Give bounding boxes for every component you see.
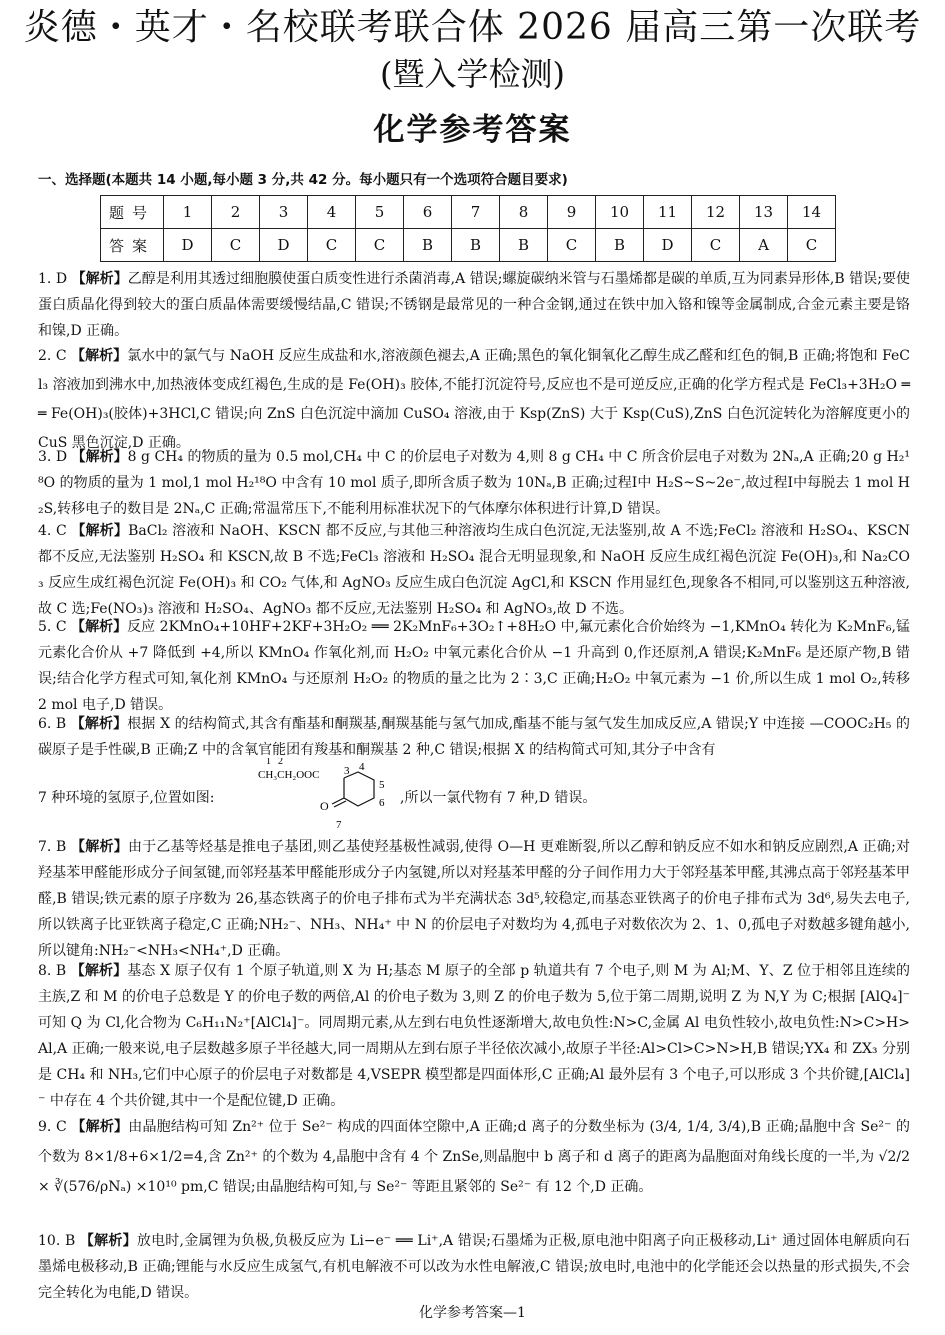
section-heading: 一、选择题(本题共 14 小题,每小题 3 分,共 42 分。每小题只有一个选项符合题目要求) xyxy=(38,172,568,188)
question-label: 2. C xyxy=(38,348,67,364)
row-label-question: 题号 xyxy=(101,196,164,229)
analysis-tag: 【 解析 】 xyxy=(80,1233,137,1249)
answer-table xyxy=(100,195,836,262)
answer-cell: D xyxy=(260,229,308,262)
answer-cell: B xyxy=(500,229,548,262)
question-number: 11 xyxy=(644,196,692,229)
question-label: 1. D xyxy=(38,271,68,287)
explanation-text: 基态 X 原子仅有 1 个原子轨道,则 X 为 H;基态 M 原子的全部 p 轨道共有 7 个电子,则 M 为 Al;M、Y、Z 位于相邻且连续的主族,Z 和 M 的价电子总数是 Y 的价电子数的两倍,Al 的价电子数为 3,则 Z 的价电子数为 5,位于第二周期,说明 Z 为 N,Y 为 C;根据 [AlQ₄]⁻ 可知 Q 为 Cl,化合物为 C₆H₁₁N₂⁺[AlCl₄]⁻。同周期元素,从左到右电负性逐渐增大,故电负性:N>C,金属 Al 电负性较小,故电负性:N>C>H>Al,A 正确;一般来说,电子层数越多原子半径越大,同一周期从左到右原子半径依次减小,故原子半径:Al>Cl>C>N>H,B 错误;YX₄ 和 ZX₃ 分别是 CH₄ 和 NH₃,它们中心原子的价层电子对数都是 4,VSEPR 模型都是四面体形,C 正确;Al 最外层有 3 个电子,可以形成 3 个共价键,[AlCl₄]⁻ 中存在 4 个共价键,其中一个是配位键,D 正确。 xyxy=(38,963,911,1109)
explanation-8 xyxy=(38,958,910,1114)
document-title: 化学参考答案 xyxy=(373,112,572,148)
explanation-9 xyxy=(38,1112,910,1202)
question-label: 10. B xyxy=(38,1233,76,1249)
explanation-text: 8 g CH₄ 的物质的量为 0.5 mol,CH₄ 中 C 的价层电子对数为 4,则 8 g CH₄ 中 C 所含价层电子对数为 2Nₐ,A 正确;20 g H₂¹⁸O 的物质的量为 1 mol,1 mol H₂¹⁸O 中含有 10 mol 质子,即所含质子数为 10Nₐ,B 正确;过程Ⅰ中 H₂S~S~2e⁻,故过程Ⅰ中每脱去 1 mol H₂S,转移电子的数目是 2Nₐ,C 正确;常温常压下,不能利用标准状况下的气体摩尔体积进行计算,D 错误。 xyxy=(38,449,911,517)
answer-table-row-answers xyxy=(101,229,836,262)
explanation-text: 反应 2KMnO₄+10HF+2KF+3H₂O₂ ══ 2K₂MnF₆+3O₂↑+8H₂O 中,氟元素化合价始终为 −1,KMnO₄ 转化为 K₂MnF₆,锰元素化合价从 +7 降低到 +4,所以 KMnO₄ 作氧化剂,而 H₂O₂ 中氧元素化合价从 −1 升高到 0,作还原剂,A 错误;K₂MnF₆ 是还原产物,B 错误;结合化学方程式可知,氧化剂 KMnO₄ 与还原剂 H₂O₂ 的物质的量之比为 2∶3,C 正确;H₂O₂ 中氧元素为 −1 价,所以生成 1 mol O₂,转移 2 mol 电子,D 错误。 xyxy=(38,619,911,713)
answer-cell: B xyxy=(596,229,644,262)
explanation-text: BaCl₂ 溶液和 NaOH、KSCN 都不反应,与其他三种溶液均生成白色沉淀,无法鉴别,故 A 不选;FeCl₂ 溶液和 H₂SO₄、KSCN 都不反应,无法鉴别 H₂SO₄ 和 KSCN,故 B 不选;FeCl₃ 溶液和 H₂SO₄ 混合无明显现象,和 NaOH 反应生成红褐色沉淀 Fe(OH)₃,和 Na₂CO₃ 反应生成红褐色沉淀 Fe(OH)₃ 和 CO₂ 气体,和 AgNO₃ 反应生成白色沉淀 AgCl,和 KSCN 作用显红色,现象各不相同,可以鉴别这五种溶液,故 C 选;Fe(NO₃)₃ 溶液和 H₂SO₄、AgNO₃ 都不反应,无法鉴别 H₂SO₄ 和 AgNO₃,故 D 不选。 xyxy=(38,523,911,617)
structure-number-4: 4 xyxy=(359,761,365,773)
analysis-tag: 【 解析 】 xyxy=(71,1119,128,1135)
analysis-tag: 【 解析 】 xyxy=(71,348,127,364)
chemical-structure-diagram xyxy=(258,758,408,830)
question-number: 2 xyxy=(212,196,260,229)
question-number: 13 xyxy=(740,196,788,229)
answer-cell: A xyxy=(740,229,788,262)
explanation-text: 由晶胞结构可知 Zn²⁺ 位于 Se²⁻ 构成的四面体空隙中,A 正确;d 离子的分数坐标为 (3/4, 1/4, 3/4),B 正确;晶胞中含 Se²⁻ 的个数为 8×1/8+6×1/2=4,含 Zn²⁺ 的个数为 4,晶胞中含有 4 个 ZnSe,则晶胞中 b 离子和 d 离子的距离为晶胞面对角线长度的一半,为 √2/2 × ∛(576/ρNₐ) ×10¹⁰ pm,C 错误;由晶胞结构可知,与 Se²⁻ 等距且紧邻的 Se²⁻ 有 12 个,D 正确。 xyxy=(38,1119,911,1195)
answer-cell: C xyxy=(788,229,836,262)
explanation-text: 放电时,金属锂为负极,负极反应为 Li−e⁻ ══ Li⁺,A 错误;石墨烯为正极,原电池中阳离子向正极移动,Li⁺ 通过固体电解质向石墨烯电极移动,B 正确;锂能与水反应生成氢气,有机电解液不可以改为水性电解液,C 错误;放电时,电池中的化学能还会以热量的形式损失,不会完全转化为电能,D 错误。 xyxy=(38,1233,911,1301)
question-label: 6. B xyxy=(38,716,67,732)
question-number: 10 xyxy=(596,196,644,229)
question-number: 5 xyxy=(356,196,404,229)
structure-number-5: 5 xyxy=(379,779,385,791)
explanation-3 xyxy=(38,444,910,522)
explanation-6-figure-lead: 7 种环境的氢原子,位置如图: xyxy=(38,790,215,806)
analysis-tag: 【 解析 】 xyxy=(71,716,128,732)
answer-cell: D xyxy=(644,229,692,262)
question-number: 8 xyxy=(500,196,548,229)
question-number: 7 xyxy=(452,196,500,229)
analysis-tag: 【 解析 】 xyxy=(71,839,128,855)
structure-number-7: 7 xyxy=(336,819,342,830)
analysis-tag: 【 解析 】 xyxy=(71,619,127,635)
answer-cell: C xyxy=(548,229,596,262)
explanation-text: 乙醇是利用其透过细胞膜使蛋白质变性进行杀菌消毒,A 错误;螺旋碳纳米管与石墨烯都是碳的单质,互为同素异形体,B 错误;要使蛋白质晶化得到较大的蛋白质晶体需要缓慢结晶,C 错误;不锈钢是最常见的一种合金钢,通过在铁中加入铬和镍等金属制成,合金元素主要是铬和镍,D 正确。 xyxy=(38,271,911,339)
question-number: 9 xyxy=(548,196,596,229)
explanation-1 xyxy=(38,266,910,344)
question-label: 4. C xyxy=(38,523,67,539)
answer-cell: B xyxy=(452,229,500,262)
answer-cell: D xyxy=(164,229,212,262)
exam-subtitle: (暨入学检测) xyxy=(380,55,565,93)
structure-substituent: CH₃CH₂OOC xyxy=(258,769,320,781)
structure-number-2: 2 xyxy=(278,758,283,767)
question-number: 1 xyxy=(164,196,212,229)
answer-cell: C xyxy=(308,229,356,262)
question-number: 4 xyxy=(308,196,356,229)
explanation-6 xyxy=(38,711,910,763)
analysis-tag: 【 解析 】 xyxy=(71,963,128,979)
answer-cell: C xyxy=(356,229,404,262)
exam-title: 炎德・英才・名校联考联合体 2026 届高三第一次联考 xyxy=(23,7,922,48)
structure-number-1: 1 xyxy=(266,758,271,767)
explanation-text: 根据 X 的结构简式,其含有酯基和酮羰基,酮羰基能与氢气加成,酯基不能与氢气发生加成反应,A 错误;Y 中连接 —COOC₂H₅ 的碳原子是手性碳,B 正确;Z 中的含氧官能团有羧基和酮羰基 2 种,C 错误;根据 X 的结构简式可知,其分子中含有 xyxy=(38,716,910,758)
explanation-text: 氯水中的氯气与 NaOH 反应生成盐和水,溶液颜色褪去,A 正确;黑色的氧化铜氧化乙醇生成乙醛和红色的铜,B 正确;将饱和 FeCl₃ 溶液加到沸水中,加热液体变成红褐色,生成的是 Fe(OH)₃ 胶体,不能打沉淀符号,反应也不是可逆反应,正确的化学方程式是 FeCl₃+3H₂O ══ Fe(OH)₃(胶体)+3HCl,C 错误;向 ZnS 白色沉淀中滴加 CuSO₄ 溶液,由于 Ksp(ZnS) 大于 Ksp(CuS),ZnS 白色沉淀转化为溶解度更小的 CuS 黑色沉淀,D 正确。 xyxy=(38,348,911,451)
answer-table-row-numbers xyxy=(101,196,836,229)
question-number: 6 xyxy=(404,196,452,229)
structure-oxygen: O xyxy=(320,799,329,813)
explanation-5 xyxy=(38,614,910,718)
page-footer: 化学参考答案—1 xyxy=(419,1305,526,1321)
question-label: 7. B xyxy=(38,839,67,855)
analysis-tag: 【 解析 】 xyxy=(72,271,128,287)
explanation-6-conclusion: ,所以一氯代物有 7 种,D 错误。 xyxy=(400,790,597,806)
explanation-4 xyxy=(38,518,910,622)
structure-number-3: 3 xyxy=(344,765,350,777)
row-label-answer: 答案 xyxy=(101,229,164,262)
cyclohexane-ring xyxy=(344,772,374,806)
explanation-2 xyxy=(38,342,910,458)
structure-number-6: 6 xyxy=(379,797,385,809)
explanation-7 xyxy=(38,834,910,964)
analysis-tag: 【 解析 】 xyxy=(72,449,128,465)
question-label: 9. C xyxy=(38,1119,67,1135)
analysis-tag: 【 解析 】 xyxy=(71,523,128,539)
question-label: 8. B xyxy=(38,963,67,979)
question-label: 5. C xyxy=(38,619,67,635)
answer-cell: B xyxy=(404,229,452,262)
answer-cell: C xyxy=(692,229,740,262)
question-number: 3 xyxy=(260,196,308,229)
answer-cell: C xyxy=(212,229,260,262)
question-label: 3. D xyxy=(38,449,68,465)
question-number: 12 xyxy=(692,196,740,229)
question-number: 14 xyxy=(788,196,836,229)
explanation-text: 由于乙基等烃基是推电子基团,则乙基使羟基极性减弱,使得 O—H 更难断裂,所以乙醇和钠反应不如水和钠反应剧烈,A 正确;对羟基苯甲醛能形成分子间氢键,而邻羟基苯甲醛能形成分子内氢键,所以对羟基苯甲醛的分子间作用力大于邻羟基苯甲醛,其沸点高于邻羟基苯甲醛,B 错误;铁元素的原子序数为 26,基态铁离子的价电子排布式为半充满状态 3d⁵,较稳定,而基态亚铁离子的价电子排布式为 3d⁶,易失去电子,所以铁离子比亚铁离子稳定,C 正确;NH₂⁻、NH₃、NH₄⁺ 中 N 的价层电子对数均为 4,孤电子对数依次为 2、1、0,孤电子对数越多键角越小,所以键角:NH₂⁻<NH₃<NH₄⁺,D 正确。 xyxy=(38,839,911,959)
explanation-10 xyxy=(38,1228,910,1306)
